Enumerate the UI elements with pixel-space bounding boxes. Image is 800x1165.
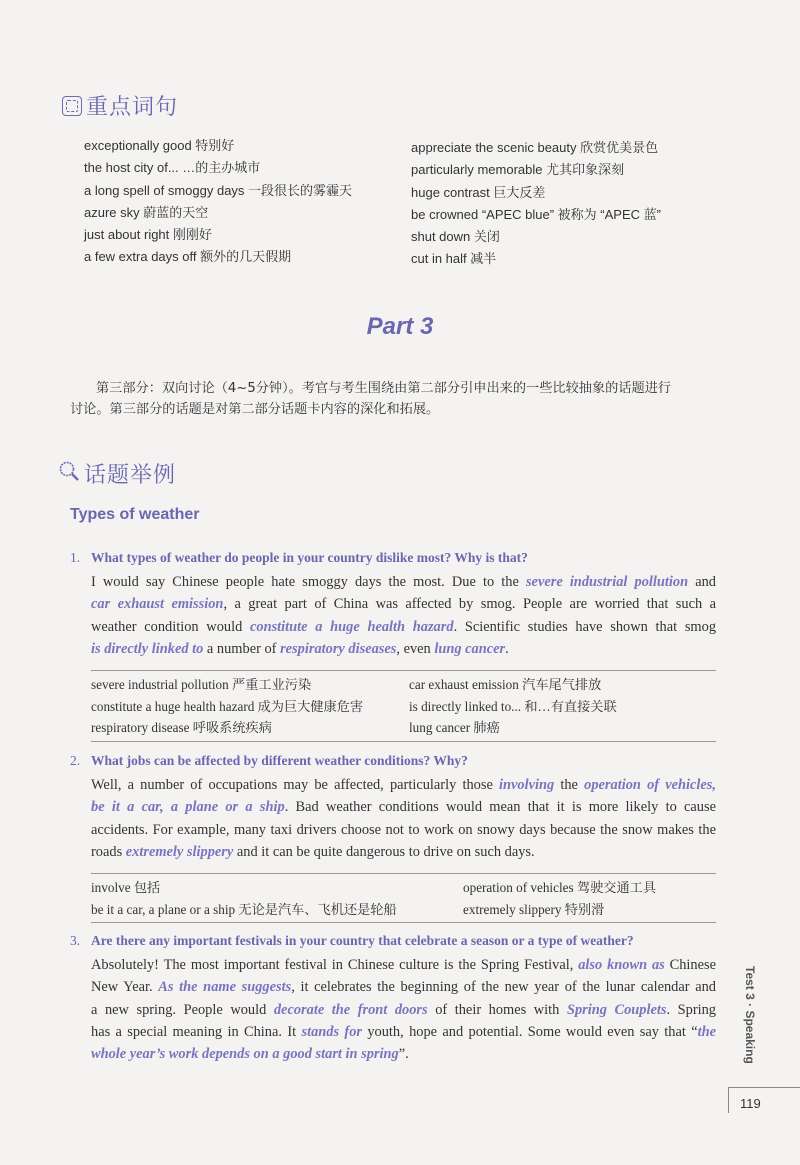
vocab-item: constitute a huge health hazard 成为巨大健康危害	[91, 698, 364, 714]
list-item: azure sky 蔚蓝的天空	[84, 204, 209, 220]
highlighted-phrase: is directly linked to	[91, 640, 204, 657]
vocab-item: extremely slippery 特别滑	[463, 901, 605, 917]
list-item: just about right 刚刚好	[84, 227, 212, 243]
list-item: cut in half 减半	[411, 251, 497, 267]
part-title: Part 3	[366, 313, 434, 340]
answer-line: Well, a number of occupations may be affected, particularly those involving the operation of vehicles,	[91, 777, 717, 793]
highlighted-phrase: severe industrial pollution	[525, 574, 689, 590]
question-text: What types of weather do people in your country dislike most? Why is that?	[91, 550, 528, 565]
answer-line: car exhaust emission, a great part of China was affected by smog. People are worried that such a	[91, 596, 716, 613]
answer-line: I would say Chinese people hate smoggy days the most. Due to the severe industrial pollution and	[91, 574, 716, 590]
key-phrases-icon	[62, 96, 82, 116]
key-phrases-right-list	[411, 137, 661, 271]
highlighted-phrase: Spring Couplets	[566, 1001, 667, 1018]
highlighted-phrase: operation of vehicles,	[584, 777, 717, 793]
answer-line: has a special meaning in China. It stands for youth, hope and potential. Some would even say that “the	[91, 1023, 716, 1040]
highlighted-phrase: whole year’s work depends on a good start in spring	[91, 1046, 399, 1063]
answer-line: whole year’s work depends on a good start in spring”.	[91, 1046, 409, 1063]
page-number: 119	[740, 1096, 761, 1111]
vocab-box	[91, 670, 716, 742]
answer-paragraph	[91, 954, 716, 1065]
list-item: huge contrast 巨大反差	[411, 184, 546, 200]
list-item: a few extra days off 额外的几天假期	[84, 249, 292, 265]
topic-heading: Types of weather	[70, 506, 200, 523]
list-item: a long spell of smoggy days 一段很长的雾霾天	[84, 182, 353, 198]
highlighted-phrase: also known as	[578, 957, 665, 973]
question-number: 2.	[70, 753, 81, 768]
list-item: particularly memorable 尤其印象深刻	[411, 162, 625, 178]
answer-line: a new spring. People would decorate the front doors of their homes with Spring Couplets. Spring	[91, 1001, 717, 1018]
question-text: What jobs can be affected by different weather conditions? Why?	[91, 753, 468, 768]
highlighted-phrase: As the name suggests	[158, 979, 292, 996]
highlighted-phrase: stands for	[301, 1023, 362, 1040]
list-item: appreciate the scenic beauty 欣赏优美景色	[411, 140, 659, 155]
magnifier-icon	[58, 460, 80, 482]
page-number-rule	[728, 1087, 729, 1113]
part-intro	[70, 378, 730, 420]
vocab-box	[91, 873, 716, 923]
highlighted-phrase: the	[697, 1023, 716, 1040]
list-item: shut down 关闭	[411, 229, 500, 245]
answer-line: roads extremely slippery and it can be quite dangerous to drive on such days.	[91, 843, 535, 860]
highlighted-phrase: lung cancer	[434, 640, 506, 657]
answer-line: New Year. As the name suggests, it celebrates the beginning of the new year of the lunar calendar and	[91, 979, 716, 996]
highlighted-phrase: decorate the front doors	[273, 1001, 428, 1018]
vocab-item: operation of vehicles 驾驶交通工具	[463, 880, 657, 895]
answer-line: weather condition would constitute a huge health hazard. Scientific studies have shown that smog	[91, 618, 717, 635]
highlighted-phrase: involving	[499, 777, 555, 793]
list-item: be crowned “APEC blue” 被称为 “APEC 蓝”	[411, 206, 661, 222]
highlighted-phrase: extremely slippery	[125, 843, 234, 860]
topic-example-title: 话题举例	[84, 463, 177, 488]
question-number: 1.	[70, 550, 81, 565]
key-phrases-left-list	[84, 135, 352, 269]
highlighted-phrase: car exhaust emission	[91, 596, 224, 613]
vocab-item: respiratory disease 呼吸系统疾病	[91, 720, 272, 735]
vocab-item: severe industrial pollution 严重工业污染	[91, 677, 312, 692]
highlighted-phrase: respiratory diseases	[280, 640, 397, 657]
vocab-item: is directly linked to... 和…有直接关联	[409, 698, 617, 714]
key-phrases-title: 重点词句	[86, 95, 179, 120]
intro-line: 第三部分：双向讨论（4~5分钟）。考官与考生围绕由第二部分引申出来的一些比较抽象的话题进行	[96, 381, 672, 396]
highlighted-phrase: be it a car, a plane or a ship	[91, 799, 285, 816]
vocab-item: lung cancer 肺癌	[409, 720, 500, 735]
page-divider	[728, 1087, 800, 1088]
list-item: exceptionally good 特别好	[84, 138, 235, 153]
side-tab: Test 3 · Speaking	[743, 966, 757, 1064]
answer-line: Absolutely! The most important festival in Chinese culture is the Spring Festival, also known as Chinese	[91, 957, 716, 973]
answer-line: is directly linked to a number of respiratory diseases, even lung cancer.	[91, 640, 509, 657]
answer-paragraph	[91, 571, 716, 660]
question-number: 3.	[70, 933, 81, 948]
vocab-item: car exhaust emission 汽车尾气排放	[409, 677, 602, 692]
answer-paragraph	[91, 774, 716, 863]
highlighted-phrase: constitute a huge health hazard	[250, 618, 454, 635]
vocab-item: involve 包括	[91, 880, 161, 895]
vocab-item: be it a car, a plane or a ship 无论是汽车、飞机还是轮船	[91, 901, 397, 917]
question-text: Are there any important festivals in your country that celebrate a season or a type of weather?	[91, 933, 634, 948]
answer-line: accidents. For example, many taxi drivers choose not to work on snowy days because the snow makes the	[91, 821, 716, 838]
list-item: the host city of... …的主办城市	[84, 160, 261, 176]
answer-line: be it a car, a plane or a ship. Bad weather conditions would mean that it is more likely to cause	[91, 799, 716, 816]
intro-line: 讨论。第三部分的话题是对第二部分话题卡内容的深化和拓展。	[70, 402, 440, 417]
